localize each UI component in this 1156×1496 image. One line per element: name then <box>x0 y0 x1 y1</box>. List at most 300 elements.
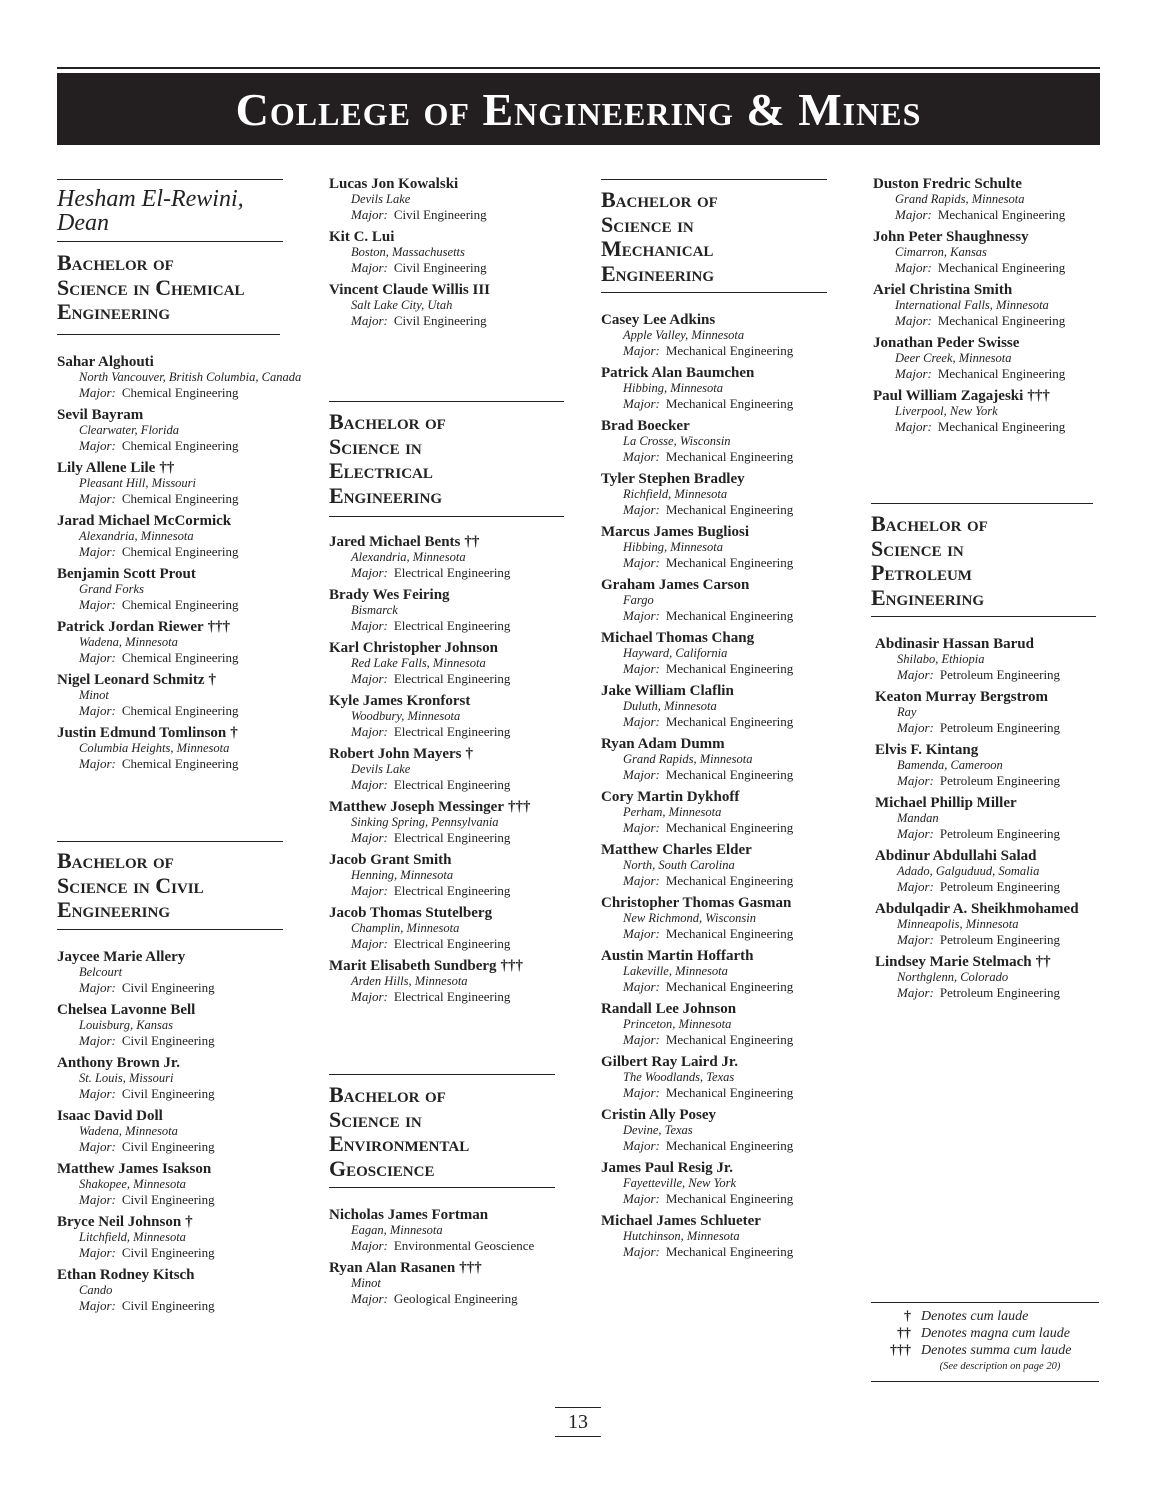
hometown: Wadena, Minnesota <box>79 1124 178 1138</box>
major-value: Civil Engineering <box>121 980 215 995</box>
major-label: Major: <box>79 491 116 506</box>
graduate-name <box>601 736 793 752</box>
graduate-entry <box>57 725 301 778</box>
major-value: Mechanical Engineering <box>665 343 794 358</box>
major-label: Major: <box>623 449 660 464</box>
hometown: Alexandria, Minnesota <box>79 529 194 543</box>
major-line <box>601 555 793 571</box>
heading-rule <box>57 334 280 335</box>
graduate-name-text: Matthew Joseph Messinger <box>329 799 504 815</box>
heading-rule <box>329 1074 555 1075</box>
graduate-entry <box>57 354 301 407</box>
hometown: Devils Lake <box>351 192 411 206</box>
major-line <box>601 661 793 677</box>
major-value: Electrical Engineering <box>393 936 511 951</box>
graduate-entry <box>601 630 793 683</box>
graduate-name <box>873 388 1065 404</box>
graduate-name <box>329 282 490 298</box>
hometown: Grand Forks <box>79 582 144 596</box>
graduate-entry <box>57 407 301 460</box>
major-value: Chemical Engineering <box>121 703 239 718</box>
hometown: Cimarron, Kansas <box>895 245 987 259</box>
graduate-entry <box>601 471 793 524</box>
graduate-name-text: Lucas Jon Kowalski <box>329 176 459 192</box>
major-label: Major: <box>897 826 934 841</box>
major-value: Electrical Engineering <box>393 777 511 792</box>
graduate-name-text: Justin Edmund Tomlinson <box>57 725 227 741</box>
major-line <box>601 979 793 995</box>
graduate-name-text: Matthew James Isakson <box>57 1161 212 1177</box>
graduate-entry <box>873 335 1065 388</box>
graduate-entry <box>601 895 793 948</box>
hometown: Eagan, Minnesota <box>351 1223 443 1237</box>
hometown: Arden Hills, Minnesota <box>351 974 468 988</box>
major-label: Major: <box>623 608 660 623</box>
hometown: Apple Valley, Minnesota <box>623 328 745 342</box>
major-value: Mechanical Engineering <box>665 1032 794 1047</box>
graduate-name-text: Marcus James Bugliosi <box>601 524 750 540</box>
major-line <box>57 980 215 996</box>
major-value: Civil Engineering <box>121 1139 215 1154</box>
legend-row-summa-cum-laude: ††† Denotes summa cum laude <box>890 1343 1072 1358</box>
major-label: Major: <box>351 565 388 580</box>
graduate-name <box>873 176 1065 192</box>
major-value: Petroleum Engineering <box>939 773 1061 788</box>
section-heading-chemical: Bachelor of Science in Chemical Engineering <box>57 250 245 324</box>
major-line <box>329 830 530 846</box>
major-value: Mechanical Engineering <box>665 714 794 729</box>
major-label: Major: <box>351 1291 388 1306</box>
major-value: Civil Engineering <box>393 207 487 222</box>
major-line <box>57 438 301 454</box>
graduate-name-text: Graham James Carson <box>601 577 750 593</box>
major-value: Petroleum Engineering <box>939 826 1061 841</box>
major-label: Major: <box>79 385 116 400</box>
hometown: Bamenda, Cameroon <box>897 758 1003 772</box>
major-label: Major: <box>351 671 388 686</box>
heading-rule <box>601 292 827 293</box>
major-value: Mechanical Engineering <box>937 313 1066 328</box>
graduate-name-text: Elvis F. Kintang <box>875 742 979 758</box>
major-label: Major: <box>79 1192 116 1207</box>
major-value: Mechanical Engineering <box>665 820 794 835</box>
hometown: Woodbury, Minnesota <box>351 709 461 723</box>
graduate-name-text: Nigel Leonard Schmitz <box>57 672 205 688</box>
heading-rule <box>329 516 564 517</box>
graduate-name <box>875 848 1079 864</box>
hometown: Devils Lake <box>351 762 411 776</box>
graduate-name-text: Robert John Mayers <box>329 746 462 762</box>
graduate-entry <box>601 948 793 1001</box>
major-line <box>601 343 793 359</box>
major-line <box>329 313 490 329</box>
honors-mark: †† <box>1035 954 1051 970</box>
major-label: Major: <box>623 820 660 835</box>
banner-top-rule <box>57 67 1100 69</box>
graduate-name-text: Cristin Ally Posey <box>601 1107 716 1123</box>
major-label: Major: <box>623 1244 660 1259</box>
major-value: Petroleum Engineering <box>939 720 1061 735</box>
graduate-name <box>329 905 530 921</box>
page-number: 13 <box>555 1407 601 1437</box>
graduate-name <box>57 460 301 476</box>
major-label: Major: <box>79 980 116 995</box>
graduate-entry <box>875 954 1079 1007</box>
major-label: Major: <box>351 618 388 633</box>
graduate-name-text: Jaycee Marie Allery <box>57 949 186 965</box>
graduate-name <box>875 636 1079 652</box>
honors-mark: ††† <box>207 619 231 635</box>
graduate-name <box>57 1108 215 1124</box>
graduate-name <box>329 176 490 192</box>
major-value: Electrical Engineering <box>393 724 511 739</box>
hometown: The Woodlands, Texas <box>623 1070 735 1084</box>
graduate-entry <box>601 1054 793 1107</box>
graduate-name-text: Christopher Thomas Gasman <box>601 895 792 911</box>
major-label: Major: <box>895 207 932 222</box>
graduate-name-text: Tyler Stephen Bradley <box>601 471 745 487</box>
graduate-name <box>329 958 530 974</box>
major-line <box>873 313 1065 329</box>
major-label: Major: <box>623 396 660 411</box>
graduate-name-text: Bryce Neil Johnson <box>57 1214 182 1230</box>
major-value: Mechanical Engineering <box>665 1085 794 1100</box>
major-label: Major: <box>623 767 660 782</box>
graduate-entry <box>57 949 215 1002</box>
major-line <box>601 820 793 836</box>
graduate-name-text: Ariel Christina Smith <box>873 282 1013 298</box>
major-label: Major: <box>79 544 116 559</box>
major-label: Major: <box>623 343 660 358</box>
hometown: International Falls, Minnesota <box>895 298 1049 312</box>
graduate-entry <box>601 1160 793 1213</box>
major-value: Petroleum Engineering <box>939 985 1061 1000</box>
honors-mark: † <box>465 746 473 762</box>
graduate-entry <box>57 460 301 513</box>
graduate-name <box>329 587 530 603</box>
graduate-entry <box>601 577 793 630</box>
graduate-name-text: Abdulqadir A. Sheikhmohamed <box>875 901 1079 917</box>
hometown: Lakeville, Minnesota <box>623 964 728 978</box>
honors-mark: † <box>208 672 216 688</box>
graduate-name-text: Brad Boecker <box>601 418 690 434</box>
graduate-name <box>57 1161 215 1177</box>
major-label: Major: <box>623 926 660 941</box>
graduate-name-text: Chelsea Lavonne Bell <box>57 1002 196 1018</box>
major-value: Mechanical Engineering <box>665 979 794 994</box>
graduate-name <box>57 1267 215 1283</box>
graduate-name-text: John Peter Shaughnessy <box>873 229 1029 245</box>
major-line <box>875 932 1079 948</box>
graduate-name-text: Kyle James Kronforst <box>329 693 471 709</box>
graduate-entry <box>601 418 793 471</box>
graduate-name <box>875 795 1079 811</box>
graduate-name-text: Paul William Zagajeski <box>873 388 1024 404</box>
major-value: Civil Engineering <box>121 1192 215 1207</box>
major-line <box>601 1191 793 1207</box>
major-label: Major: <box>351 777 388 792</box>
graduate-name <box>329 746 530 762</box>
legend-bottom-rule <box>871 1381 1099 1382</box>
major-label: Major: <box>623 1032 660 1047</box>
graduate-entry <box>57 1161 215 1214</box>
major-line <box>601 608 793 624</box>
graduate-name-text: Gilbert Ray Laird Jr. <box>601 1054 738 1070</box>
graduate-entry <box>601 524 793 577</box>
graduate-name-text: Abdinasir Hassan Barud <box>875 636 1034 652</box>
major-value: Chemical Engineering <box>121 756 239 771</box>
major-value: Chemical Engineering <box>121 544 239 559</box>
graduate-name <box>601 471 793 487</box>
graduate-name <box>329 1207 534 1223</box>
graduate-entry <box>329 1260 534 1313</box>
major-value: Mechanical Engineering <box>665 449 794 464</box>
graduate-name <box>601 524 793 540</box>
major-line <box>875 667 1079 683</box>
major-line <box>873 207 1065 223</box>
honors-mark: † <box>185 1214 193 1230</box>
heading-rule <box>871 616 1096 617</box>
major-line <box>329 565 530 581</box>
graduate-name <box>329 852 530 868</box>
hometown: Deer Creek, Minnesota <box>895 351 1012 365</box>
major-label: Major: <box>897 720 934 735</box>
major-value: Mechanical Engineering <box>937 260 1066 275</box>
graduate-entry <box>57 566 301 619</box>
graduate-name <box>601 842 793 858</box>
graduate-entry <box>601 365 793 418</box>
major-label: Major: <box>351 883 388 898</box>
major-line <box>57 491 301 507</box>
graduate-name-text: Ryan Adam Dumm <box>601 736 725 752</box>
major-value: Mechanical Engineering <box>665 926 794 941</box>
major-label: Major: <box>351 260 388 275</box>
dean-title: Dean <box>57 210 109 236</box>
major-line <box>601 1244 793 1260</box>
hometown: Hibbing, Minnesota <box>623 540 723 554</box>
graduate-name <box>57 1214 215 1230</box>
honors-mark: †† <box>159 460 175 476</box>
graduate-entry <box>601 1107 793 1160</box>
legend-row-magna-cum-laude: †† Denotes magna cum laude <box>897 1326 1070 1341</box>
honors-mark: † <box>230 725 238 741</box>
major-line <box>601 873 793 889</box>
graduate-name <box>57 354 301 370</box>
honors-mark: ††† <box>507 799 531 815</box>
major-label: Major: <box>79 597 116 612</box>
entries-environmental <box>329 1207 534 1313</box>
graduate-name <box>329 640 530 656</box>
major-line <box>57 1192 215 1208</box>
graduate-name-text: Michael Phillip Miller <box>875 795 1017 811</box>
section-heading-petroleum: Bachelor of Science in Petroleum Engineering <box>871 511 988 610</box>
graduate-entry <box>57 1108 215 1161</box>
entries-civil <box>57 949 215 1320</box>
graduate-name-text: Ryan Alan Rasanen <box>329 1260 456 1276</box>
section-heading-electrical: Bachelor of Science in Electrical Engineering <box>329 409 446 508</box>
major-line <box>601 396 793 412</box>
major-line <box>601 1085 793 1101</box>
honors-mark: ††† <box>1027 388 1050 404</box>
major-label: Major: <box>897 879 934 894</box>
major-line <box>57 1139 215 1155</box>
hometown: Columbia Heights, Minnesota <box>79 741 230 755</box>
major-label: Major: <box>351 724 388 739</box>
graduate-name-text: Randall Lee Johnson <box>601 1001 737 1017</box>
major-line <box>329 618 530 634</box>
honors-mark: ††† <box>459 1260 482 1276</box>
graduate-name-text: Michael Thomas Chang <box>601 630 755 646</box>
graduate-name <box>601 789 793 805</box>
major-line <box>57 650 301 666</box>
major-line <box>329 936 530 952</box>
major-line <box>601 714 793 730</box>
graduate-name <box>57 1055 215 1071</box>
graduate-name-text: Brady Wes Feiring <box>329 587 450 603</box>
major-value: Civil Engineering <box>121 1033 215 1048</box>
graduate-entry <box>57 1055 215 1108</box>
graduate-name-text: Austin Martin Hoffarth <box>601 948 754 964</box>
major-value: Chemical Engineering <box>121 597 239 612</box>
graduate-entry <box>875 848 1079 901</box>
graduate-name-text: Jacob Thomas Stutelberg <box>329 905 493 921</box>
major-line <box>873 419 1065 435</box>
hometown: Pleasant Hill, Missouri <box>79 476 197 490</box>
major-line <box>57 597 301 613</box>
graduate-name <box>601 577 793 593</box>
college-banner <box>57 73 1100 145</box>
graduate-name-text: Jacob Grant Smith <box>329 852 452 868</box>
major-value: Chemical Engineering <box>121 491 239 506</box>
major-value: Civil Engineering <box>393 313 487 328</box>
graduate-name-text: Duston Fredric Schulte <box>873 176 1022 192</box>
graduate-name <box>601 365 793 381</box>
hometown: Minneapolis, Minnesota <box>897 917 1019 931</box>
major-line <box>601 1138 793 1154</box>
graduate-entry <box>875 636 1079 689</box>
dean-block <box>57 187 244 235</box>
graduate-entry <box>329 1207 534 1260</box>
major-value: Mechanical Engineering <box>665 661 794 676</box>
major-value: Electrical Engineering <box>393 618 511 633</box>
heading-rule <box>601 179 827 180</box>
honors-mark: †† <box>464 534 480 550</box>
major-line <box>329 207 490 223</box>
graduate-entry <box>329 282 490 335</box>
major-value: Environmental Geoscience <box>393 1238 535 1253</box>
major-value: Chemical Engineering <box>121 650 239 665</box>
hometown: Henning, Minnesota <box>351 868 454 882</box>
hometown: Bismarck <box>351 603 398 617</box>
graduate-name-text: Marit Elisabeth Sundberg <box>329 958 497 974</box>
major-value: Electrical Engineering <box>393 565 511 580</box>
major-label: Major: <box>895 366 932 381</box>
graduate-name <box>875 742 1079 758</box>
graduate-entry <box>329 587 530 640</box>
major-value: Petroleum Engineering <box>939 932 1061 947</box>
graduate-name <box>57 619 301 635</box>
hometown: Devine, Texas <box>623 1123 693 1137</box>
hometown: Shilabo, Ethiopia <box>897 652 985 666</box>
major-value: Mechanical Engineering <box>665 555 794 570</box>
major-label: Major: <box>351 207 388 222</box>
legend-row-cum-laude: † Denotes cum laude <box>904 1309 1029 1324</box>
section-heading-environmental: Bachelor of Science in Environmental Geoscience <box>329 1082 470 1181</box>
hometown: Champlin, Minnesota <box>351 921 460 935</box>
graduate-entry <box>57 672 301 725</box>
graduate-entry <box>57 1214 215 1267</box>
major-label: Major: <box>79 1245 116 1260</box>
major-line <box>875 773 1079 789</box>
heading-rule <box>329 1187 555 1188</box>
major-label: Major: <box>79 703 116 718</box>
graduate-name-text: Jonathan Peder Swisse <box>873 335 1020 351</box>
major-value: Petroleum Engineering <box>939 667 1061 682</box>
major-value: Mechanical Engineering <box>937 207 1066 222</box>
graduate-name-text: Patrick Alan Baumchen <box>601 365 755 381</box>
graduate-entry <box>601 789 793 842</box>
graduate-name-text: Abdinur Abdullahi Salad <box>875 848 1037 864</box>
major-value: Chemical Engineering <box>121 385 239 400</box>
major-label: Major: <box>351 1238 388 1253</box>
graduate-name <box>875 689 1079 705</box>
graduate-name <box>601 1160 793 1176</box>
major-value: Electrical Engineering <box>393 830 511 845</box>
major-label: Major: <box>623 714 660 729</box>
graduate-entry <box>601 842 793 895</box>
graduate-name <box>57 725 301 741</box>
graduate-entry <box>329 905 530 958</box>
major-label: Major: <box>895 260 932 275</box>
dean-top-rule <box>57 179 283 180</box>
graduate-name-text: Ethan Rodney Kitsch <box>57 1267 195 1283</box>
major-value: Civil Engineering <box>121 1298 215 1313</box>
hometown: Mandan <box>897 811 939 825</box>
hometown: Boston, Massachusetts <box>351 245 465 259</box>
entries-mechanical-continued <box>873 176 1065 441</box>
major-line <box>601 449 793 465</box>
hometown: Fayetteville, New York <box>623 1176 737 1190</box>
graduate-name-text: Keaton Murray Bergstrom <box>875 689 1049 705</box>
major-line <box>329 260 490 276</box>
heading-rule <box>57 841 283 842</box>
graduate-name <box>57 949 215 965</box>
graduate-name <box>875 901 1079 917</box>
graduate-entry <box>329 958 530 1011</box>
hometown: Ray <box>897 705 917 719</box>
major-value: Mechanical Engineering <box>665 502 794 517</box>
major-value: Civil Engineering <box>121 1086 215 1101</box>
hometown: Hayward, California <box>623 646 728 660</box>
honors-legend <box>871 1308 1099 1375</box>
major-value: Civil Engineering <box>121 1245 215 1260</box>
hometown: La Crosse, Wisconsin <box>623 434 731 448</box>
hometown: Duluth, Minnesota <box>623 699 717 713</box>
graduate-name <box>329 229 490 245</box>
graduate-entry <box>57 513 301 566</box>
major-value: Geological Engineering <box>393 1291 518 1306</box>
major-label: Major: <box>79 1298 116 1313</box>
major-line <box>601 767 793 783</box>
major-label: Major: <box>351 989 388 1004</box>
graduate-name-text: Karl Christopher Johnson <box>329 640 498 656</box>
major-label: Major: <box>623 555 660 570</box>
dean-name: Hesham El-Rewini, <box>57 186 244 212</box>
graduate-entry <box>329 746 530 799</box>
major-line <box>873 260 1065 276</box>
graduate-entry <box>601 683 793 736</box>
graduate-name <box>329 1260 534 1276</box>
